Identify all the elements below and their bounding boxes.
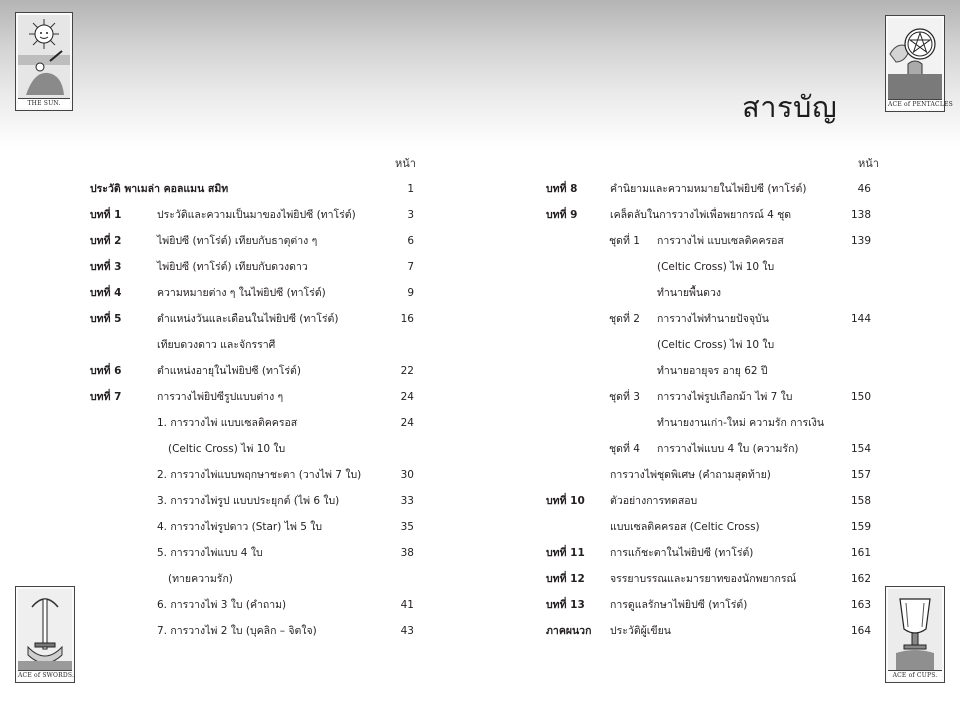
toc-row <box>90 258 420 276</box>
entry-title: 3. การวางไพ่รูป แบบประยุกต์ (ไพ่ 6 ใบ) <box>157 495 340 507</box>
card-caption: ACE of CUPS. <box>888 670 942 680</box>
toc-row <box>546 466 876 484</box>
entry-title: 7. การวางไพ่ 2 ใบ (บุคลิก – จิตใจ) <box>157 625 317 637</box>
set-label: ชุดที่ 3 <box>609 391 640 403</box>
entry-title: 5. การวางไพ่แบบ 4 ใบ <box>157 547 263 559</box>
chapter-label: บทที่ 1 <box>90 209 122 221</box>
entry-title: (ทายความรัก) <box>168 573 233 585</box>
entry-title: 2. การวางไพ่แบบพฤกษาชะตา (วางไพ่ 7 ใบ) <box>157 469 362 481</box>
toc-row <box>90 440 420 458</box>
toc-row <box>546 518 876 536</box>
entry-title: 1. การวางไพ่ แบบเซลติคครอส <box>157 417 298 429</box>
toc-row <box>546 310 876 328</box>
toc-row <box>546 362 876 380</box>
set-label: ชุดที่ 1 <box>609 235 640 247</box>
toc-row <box>546 544 876 562</box>
chapter-label: บทที่ 5 <box>90 313 122 325</box>
page-number: 22 <box>400 365 414 377</box>
toc-row <box>90 518 420 536</box>
page-title: สารบัญ <box>742 90 838 124</box>
toc-row <box>90 180 420 198</box>
toc-row <box>546 440 876 458</box>
chapter-label: บทที่ 3 <box>90 261 122 273</box>
page-number: 157 <box>850 469 871 481</box>
toc-row <box>546 570 876 588</box>
page-number: 139 <box>850 235 871 247</box>
toc-row <box>546 388 876 406</box>
chapter-label: บทที่ 13 <box>546 599 585 611</box>
chapter-label: ประวัติ พาเมล่า คอลแมน สมิท <box>90 183 229 195</box>
chapter-label: บทที่ 4 <box>90 287 122 299</box>
page-number: 163 <box>850 599 871 611</box>
toc-row <box>90 232 420 250</box>
page-number: 43 <box>400 625 414 637</box>
page-number: 144 <box>850 313 871 325</box>
entry-title: ทำนายงานเก่า-ใหม่ ความรัก การเงิน <box>657 417 825 429</box>
chapter-label: บทที่ 6 <box>90 365 122 377</box>
chapter-label: บทที่ 10 <box>546 495 585 507</box>
page-number: 33 <box>400 495 414 507</box>
entry-title: แบบเซลติคครอส (Celtic Cross) <box>610 521 760 533</box>
toc-row <box>546 414 876 432</box>
card-caption: ACE of SWORDS. <box>18 672 75 679</box>
page-number: 24 <box>400 417 414 429</box>
entry-title: (Celtic Cross) ไพ่ 10 ใบ <box>168 443 286 455</box>
toc-row <box>90 466 420 484</box>
toc-row <box>90 570 420 588</box>
entry-title: (Celtic Cross) ไพ่ 10 ใบ <box>657 261 775 273</box>
entry-title: ทำนายอายุจร อายุ 62 ปี <box>657 365 768 377</box>
toc-row <box>546 206 876 224</box>
sun-illustration <box>18 15 70 99</box>
page-number: 150 <box>850 391 871 403</box>
toc-row <box>546 622 876 640</box>
entry-title: การวางไพ่รูปเกือกม้า ไพ่ 7 ใบ <box>657 391 793 403</box>
page-column-header: หน้า <box>395 157 416 170</box>
page-number: 24 <box>400 391 414 403</box>
entry-title: ความหมายต่าง ๆ ในไพ่ยิปซี (ทาโร่ต์) <box>157 287 326 299</box>
toc-row <box>546 336 876 354</box>
toc-row <box>546 596 876 614</box>
page-number: 7 <box>407 261 414 273</box>
toc-row <box>90 622 420 640</box>
entry-title: ประวัติผู้เขียน <box>610 625 671 637</box>
entry-title: ตัวอย่างการทดสอบ <box>610 495 698 507</box>
page-number: 158 <box>850 495 871 507</box>
toc-row <box>546 180 876 198</box>
toc-row <box>546 284 876 302</box>
entry-title: คำนิยามและความหมายในไพ่ยิปซี (ทาโร่ต์) <box>610 183 807 195</box>
entry-title: ไพ่ยิปซี (ทาโร่ต์) เทียบกับธาตุต่าง ๆ <box>157 235 318 247</box>
page-number: 41 <box>400 599 414 611</box>
chapter-label: บทที่ 8 <box>546 183 578 195</box>
entry-title: (Celtic Cross) ไพ่ 10 ใบ <box>657 339 775 351</box>
chapter-label: ภาคผนวก <box>546 625 592 637</box>
card-ace-of-cups <box>885 586 945 683</box>
entry-title: เทียบดวงดาว และจักรราศี <box>157 339 276 351</box>
toc-row <box>90 362 420 380</box>
chapter-label: บทที่ 9 <box>546 209 578 221</box>
entry-title: การวางไพ่ทำนายปัจจุบัน <box>657 313 769 325</box>
chapter-label: บทที่ 7 <box>90 391 122 403</box>
toc-row <box>90 206 420 224</box>
page-number: 6 <box>407 235 414 247</box>
entry-title: ทำนายพื้นดวง <box>657 287 721 299</box>
toc-row <box>90 414 420 432</box>
toc-row <box>90 492 420 510</box>
page-number: 38 <box>400 547 414 559</box>
pentacle-illustration <box>888 18 942 100</box>
entry-title: 6. การวางไพ่ 3 ใบ (คำถาม) <box>157 599 287 611</box>
toc-row <box>90 310 420 328</box>
chapter-label: บทที่ 11 <box>546 547 585 559</box>
entry-title: ตำแหน่งอายุในไพ่ยิปซี (ทาโร่ต์) <box>157 365 301 377</box>
card-caption: ACE of PENTACLES <box>888 101 953 108</box>
entry-title: การวางไพ่ยิปซีรูปแบบต่าง ๆ <box>157 391 284 403</box>
page-number: 16 <box>400 313 414 325</box>
entry-title: ตำแหน่งวันและเดือนในไพ่ยิปซี (ทาโร่ต์) <box>157 313 339 325</box>
set-label: ชุดที่ 2 <box>609 313 640 325</box>
card-caption: THE SUN. <box>18 98 70 108</box>
toc-row <box>546 258 876 276</box>
card-ace-of-swords <box>15 586 75 683</box>
toc-row <box>90 596 420 614</box>
page-number: 30 <box>400 469 414 481</box>
entry-title: การดูแลรักษาไพ่ยิปซี (ทาโร่ต์) <box>610 599 748 611</box>
chapter-label: บทที่ 12 <box>546 573 585 585</box>
sword-illustration <box>18 589 72 671</box>
cup-illustration <box>888 589 942 671</box>
entry-title: ประวัติและความเป็นมาของไพ่ยิปซี (ทาโร่ต์) <box>157 209 356 221</box>
toc-row <box>546 492 876 510</box>
entry-title: ไพ่ยิปซี (ทาโร่ต์) เทียบกับดวงดาว <box>157 261 308 273</box>
chapter-label: บทที่ 2 <box>90 235 122 247</box>
page-number: 154 <box>850 443 871 455</box>
page-number: 162 <box>850 573 871 585</box>
page-number: 1 <box>407 183 414 195</box>
page-number: 9 <box>407 287 414 299</box>
entry-title: 4. การวางไพ่รูปดาว (Star) ไพ่ 5 ใบ <box>157 521 323 533</box>
entry-title: การวางไพ่แบบ 4 ใบ (ความรัก) <box>657 443 799 455</box>
toc-row <box>90 388 420 406</box>
set-label: ชุดที่ 4 <box>609 443 640 455</box>
page-number: 46 <box>857 183 871 195</box>
page-number: 35 <box>400 521 414 533</box>
page-number: 159 <box>850 521 871 533</box>
toc-row <box>90 544 420 562</box>
toc-row <box>546 232 876 250</box>
card-the-sun <box>15 12 73 111</box>
page-number: 138 <box>850 209 871 221</box>
page-number: 161 <box>850 547 871 559</box>
card-ace-of-pentacles <box>885 15 953 112</box>
toc-row <box>90 284 420 302</box>
page-number: 3 <box>407 209 414 221</box>
toc-row <box>90 336 420 354</box>
page-number: 164 <box>850 625 871 637</box>
entry-title: เคล็ดลับในการวางไพ่เพื่อพยากรณ์ 4 ชุด <box>610 209 792 221</box>
entry-title: จรรยาบรรณและมารยาทของนักพยากรณ์ <box>610 573 797 585</box>
entry-title: การวางไพ่ชุดพิเศษ (คำถามสุดท้าย) <box>610 469 771 481</box>
entry-title: การวางไพ่ แบบเซลติคครอส <box>657 235 784 247</box>
entry-title: การแก้ชะตาในไพ่ยิปซี (ทาโร่ต์) <box>610 547 754 559</box>
page-column-header: หน้า <box>858 157 879 170</box>
